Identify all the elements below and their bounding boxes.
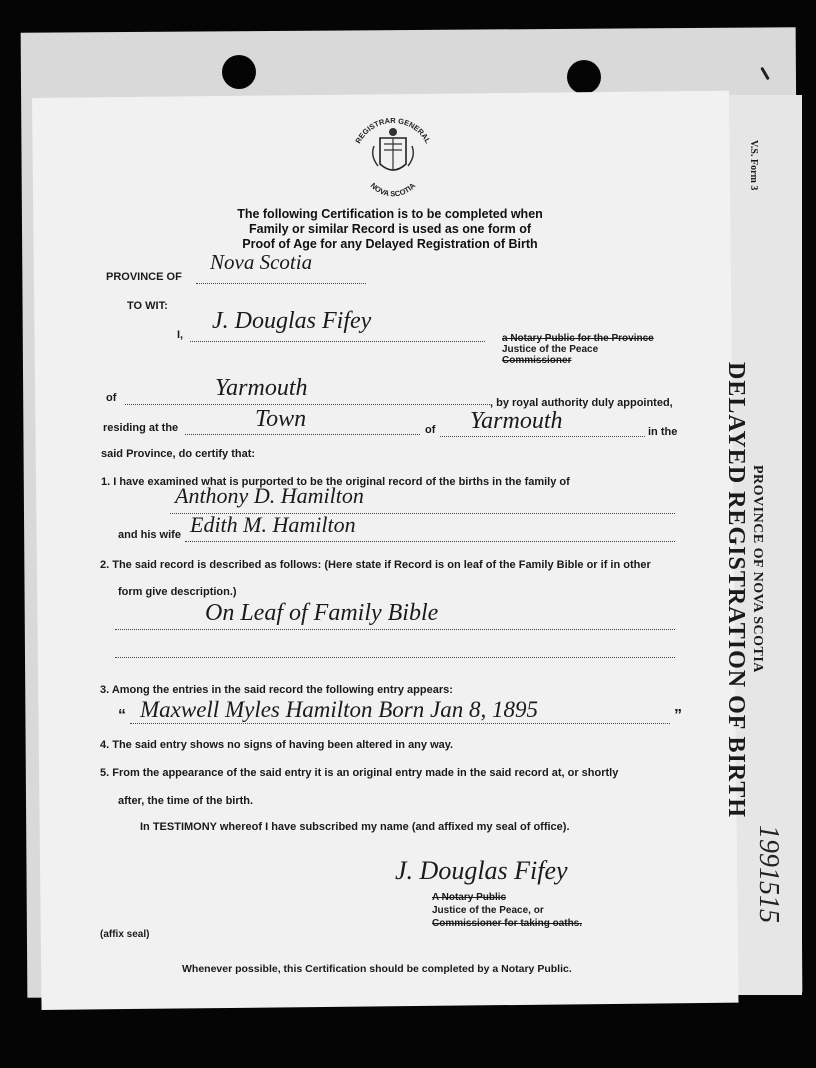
in-the-label: in the: [648, 426, 678, 438]
item-2-line-2: form give description.): [118, 586, 237, 598]
wife-line: [185, 541, 675, 542]
official-title-block: a Notary Public for the Province Justice of the Peace Commissioner: [502, 333, 654, 366]
item-4-text: 4. The said entry shows no signs of having been altered in any way.: [100, 739, 454, 751]
affix-seal-label: (affix seal): [100, 929, 150, 940]
i-label: I,: [177, 329, 184, 341]
of2-line: [440, 436, 645, 437]
of2-value: Yarmouth: [470, 408, 563, 434]
birth-entry-value: Maxwell Myles Hamilton Born Jan 8, 1895: [140, 697, 538, 722]
close-quote: ”: [674, 707, 682, 724]
entry-line: [130, 723, 670, 724]
item-5-line-1: 5. From the appearance of the said entry it is an original entry made in the said record at, or shortly: [100, 767, 619, 779]
to-wit-label: TO WIT:: [127, 300, 168, 312]
record-line-1: [115, 629, 675, 630]
certify-text: said Province, do certify that:: [101, 448, 256, 460]
province-value: Nova Scotia: [210, 250, 313, 274]
signature-value: J. Douglas Fifey: [395, 856, 568, 885]
record-line-2: [115, 657, 675, 658]
form-number: V.S. Form 3: [748, 140, 759, 191]
father-name-value: Anthony D. Hamilton: [175, 483, 364, 508]
of-label: of: [106, 392, 117, 404]
item-3-text: 3. Among the entries in the said record the following entry appears:: [100, 684, 453, 696]
item-5-line-2: after, the time of the birth.: [118, 795, 254, 807]
appointed-text: , by royal authority duly appointed,: [490, 397, 673, 409]
residing-label: residing at the: [103, 422, 179, 434]
wife-name-value: Edith M. Hamilton: [190, 512, 356, 537]
notary-name-value: J. Douglas Fifey: [212, 308, 372, 334]
residing-value: Town: [255, 406, 307, 432]
signature-title-block: A Notary Public Justice of the Peace, or Commissioner for taking oaths.: [432, 892, 583, 929]
footer-note: Whenever possible, this Certification should be completed by a Notary Public.: [182, 963, 572, 975]
item-1-text: 1. I have examined what is purported to be the original record of the births in the family of: [101, 476, 570, 488]
certification-heading: The following Certification is to be completed when Family or similar Record is used as one form of Proof of Age for any Delayed Registration of Birth: [237, 207, 543, 251]
svg-text:NOVA SCOTIA: NOVA SCOTIA: [368, 180, 418, 198]
of2-label: of: [425, 424, 436, 436]
item-2-line-1: 2. The said record is described as follows: (Here state if Record is on leaf of the Family Bible or if in other: [100, 559, 651, 571]
name-line: [190, 341, 485, 342]
svg-text:REGISTRAR GENERAL: REGISTRAR GENERAL: [353, 116, 433, 145]
residing-line: [185, 434, 420, 435]
registrar-seal-icon: [338, 108, 448, 198]
of-value: Yarmouth: [215, 375, 308, 401]
punch-hole-right: [567, 60, 601, 94]
handwritten-number: 1991515: [753, 825, 784, 923]
record-description-value: On Leaf of Family Bible: [205, 600, 439, 626]
punch-hole-left: [222, 55, 256, 89]
open-quote: “: [118, 707, 126, 724]
province-line: [196, 283, 366, 284]
of-line: [125, 404, 490, 405]
delayed-registration-title: DELAYED REGISTRATION OF BIRTH: [723, 362, 749, 819]
wife-label: and his wife: [118, 529, 181, 541]
province-of-label: PROVINCE OF: [106, 271, 182, 283]
testimony-text: In TESTIMONY whereof I have subscribed my name (and affixed my seal of office).: [140, 821, 570, 833]
province-side-label: PROVINCE OF NOVA SCOTIA: [750, 465, 765, 673]
